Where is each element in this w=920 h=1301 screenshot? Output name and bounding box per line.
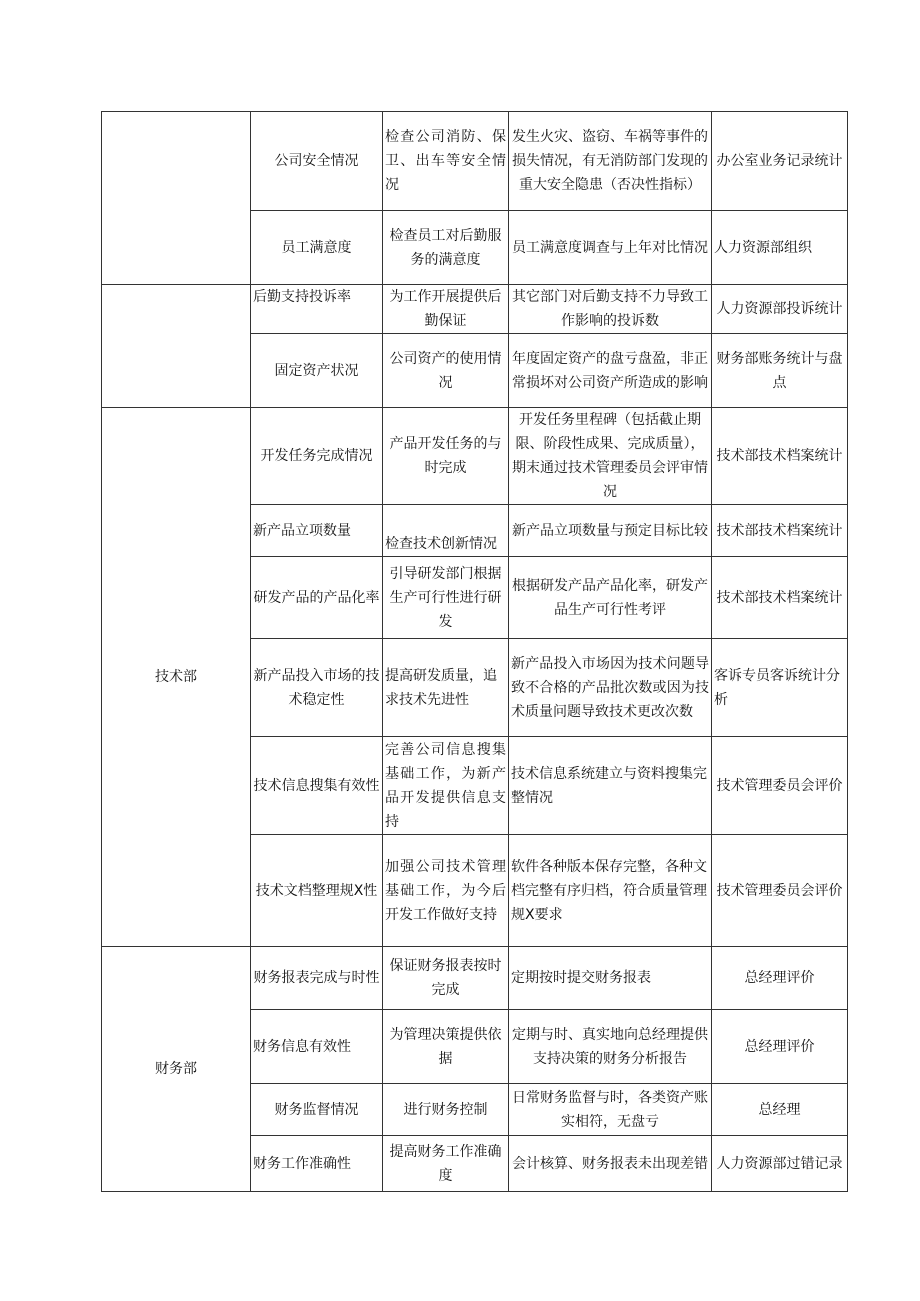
kpi-standard: 开发任务里程碑（包括截止期限、阶段性成果、完成质量），期末通过技术管理委员会评审情况 [509, 408, 712, 505]
kpi-standard: 日常财务监督与时，各类资产账实相符，无盘亏 [509, 1084, 712, 1136]
kpi-item: 财务信息有效性 [251, 1010, 383, 1084]
table-row [102, 947, 848, 1010]
kpi-purpose: 产品开发任务的与时完成 [383, 408, 509, 505]
kpi-standard: 会计核算、财务报表未出现差错 [509, 1136, 712, 1192]
department-cell [102, 112, 251, 285]
kpi-data-source: 总经理评价 [712, 1010, 848, 1084]
kpi-data-source: 人力资源部过错记录 [712, 1136, 848, 1192]
kpi-item: 公司安全情况 [251, 112, 383, 211]
kpi-data-source: 总经理评价 [712, 947, 848, 1010]
kpi-item: 新产品立项数量 [251, 505, 383, 557]
kpi-purpose: 加强公司技术管理基础工作，为今后开发工作做好支持 [383, 835, 509, 947]
kpi-item: 财务监督情况 [251, 1084, 383, 1136]
department-name: 财务部 [102, 947, 251, 1192]
kpi-standard: 技术信息系统建立与资料搜集完整情况 [509, 737, 712, 835]
kpi-item: 员工满意度 [251, 211, 383, 285]
kpi-standard: 定期与时、真实地向总经理提供支持决策的财务分析报告 [509, 1010, 712, 1084]
kpi-data-source: 人力资源部组织 [712, 211, 848, 285]
kpi-data-source: 技术管理委员会评价 [712, 737, 848, 835]
kpi-standard: 其它部门对后勤支持不力导致工作影响的投诉数 [509, 285, 712, 334]
kpi-table [101, 111, 848, 1192]
kpi-data-source: 人力资源部投诉统计 [712, 285, 848, 334]
kpi-item: 技术信息搜集有效性 [251, 737, 383, 835]
kpi-data-source: 技术部技术档案统计 [712, 408, 848, 505]
department-name: 技术部 [102, 408, 251, 947]
kpi-data-source: 客诉专员客诉统计分析 [712, 639, 848, 737]
kpi-purpose: 检查技术创新情况 [383, 505, 509, 557]
kpi-item: 开发任务完成情况 [251, 408, 383, 505]
kpi-data-source: 技术部技术档案统计 [712, 557, 848, 639]
kpi-data-source: 技术管理委员会评价 [712, 835, 848, 947]
kpi-purpose: 为管理决策提供依据 [383, 1010, 509, 1084]
kpi-purpose: 完善公司信息搜集基础工作，为新产品开发提供信息支持 [383, 737, 509, 835]
kpi-standard: 发生火灾、盗窃、车祸等事件的损失情况，有无消防部门发现的重大安全隐患（否决性指标） [509, 112, 712, 211]
kpi-purpose: 公司资产的使用情况 [383, 334, 509, 408]
kpi-item: 财务报表完成与时性 [251, 947, 383, 1010]
kpi-standard: 新产品投入市场因为技术问题导致不合格的产品批次数或因为技术质量问题导致技术更改次数 [509, 639, 712, 737]
kpi-purpose: 保证财务报表按时完成 [383, 947, 509, 1010]
kpi-data-source: 办公室业务记录统计 [712, 112, 848, 211]
kpi-purpose: 进行财务控制 [383, 1084, 509, 1136]
kpi-item: 新产品投入市场的技术稳定性 [251, 639, 383, 737]
kpi-purpose: 为工作开展提供后勤保证 [383, 285, 509, 334]
kpi-data-source: 技术部技术档案统计 [712, 505, 848, 557]
kpi-purpose: 检查员工对后勤服务的满意度 [383, 211, 509, 285]
kpi-item: 技术文档整理规X性 [251, 835, 383, 947]
department-cell [102, 285, 251, 408]
kpi-standard: 新产品立项数量与预定目标比较 [509, 505, 712, 557]
kpi-standard: 根据研发产品产品化率，研发产品生产可行性考评 [509, 557, 712, 639]
kpi-item: 财务工作准确性 [251, 1136, 383, 1192]
kpi-item: 后勤支持投诉率 [251, 285, 383, 334]
kpi-purpose: 检查公司消防、保卫、出车等安全情况 [383, 112, 509, 211]
table-row [102, 408, 848, 505]
kpi-standard: 员工满意度调查与上年对比情况 [509, 211, 712, 285]
kpi-standard: 年度固定资产的盘亏盘盈，非正常损坏对公司资产所造成的影响 [509, 334, 712, 408]
kpi-standard: 软件各种版本保存完整，各种文档完整有序归档，符合质量管理规X要求 [509, 835, 712, 947]
kpi-data-source: 财务部账务统计与盘点 [712, 334, 848, 408]
kpi-item: 研发产品的产品化率 [251, 557, 383, 639]
kpi-purpose: 提高财务工作准确度 [383, 1136, 509, 1192]
kpi-data-source: 总经理 [712, 1084, 848, 1136]
kpi-purpose: 引导研发部门根据生产可行性进行研发 [383, 557, 509, 639]
kpi-standard: 定期按时提交财务报表 [509, 947, 712, 1010]
kpi-item: 固定资产状况 [251, 334, 383, 408]
table-row [102, 112, 848, 211]
table-row [102, 285, 848, 334]
kpi-purpose: 提高研发质量，追求技术先进性 [383, 639, 509, 737]
